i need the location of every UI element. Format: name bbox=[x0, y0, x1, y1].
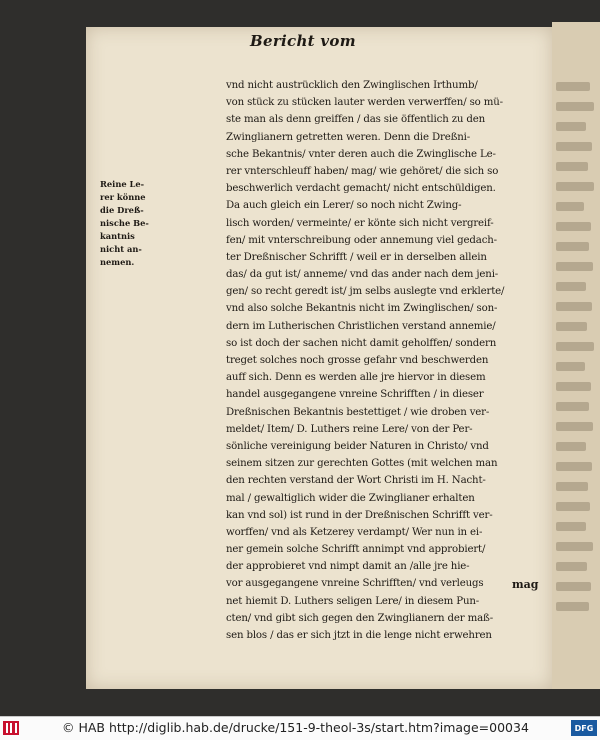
text-line: ter Dreßnischer Schrifft / weil er in derselben allein bbox=[226, 251, 487, 263]
text-line: cten/ vnd gibt sich gegen den Zwinglianern der maß- bbox=[226, 612, 493, 624]
text-line: sen blos / das er sich jtzt in die lenge nicht erwehren bbox=[226, 630, 492, 641]
text-line: sche Bekantnis/ vnter deren auch die Zwinglische Le- bbox=[226, 148, 496, 160]
marginal-note-line: nische Be- bbox=[100, 218, 149, 228]
text-line: Da auch gleich ein Lerer/ so noch nicht Zwing- bbox=[226, 200, 462, 212]
text-line: vor ausgegangene vnreine Schrifften/ vnd verleugs bbox=[226, 578, 484, 590]
text-line: dern im Lutherischen Christlichen verstand annemie/ bbox=[226, 320, 496, 332]
hab-logo-icon bbox=[3, 721, 19, 735]
text-line: treget solches noch grosse gefahr vnd beschwerden bbox=[226, 355, 489, 366]
text-line: den rechten verstand der Wort Christi im H. Nacht- bbox=[226, 475, 486, 487]
marginal-note-line: nemen. bbox=[100, 257, 135, 267]
footer-copyright-link[interactable]: © HAB http://diglib.hab.de/drucke/151-9-theol-3s/start.htm?image=00034 bbox=[62, 720, 529, 735]
text-line: Dreßnischen Bekantnis bestettiget / wie droben ver- bbox=[226, 406, 490, 418]
text-line: kan vnd sol) ist rund in der Dreßnischen Schrifft ver- bbox=[226, 509, 493, 521]
text-line: vnd also solche Bekantnis nicht im Zwinglischen/ son- bbox=[226, 303, 498, 315]
text-line: rer vnterschleuff haben/ mag/ wie gehöret/ die sich so bbox=[226, 165, 499, 177]
text-line: gen/ so recht geredt ist/ jm selbs auslegte vnd erklerte/ bbox=[226, 286, 505, 298]
text-line: vnd nicht austrücklich den Zwinglischen Irthumb/ bbox=[226, 80, 478, 91]
dfg-logo: DFG bbox=[571, 720, 597, 736]
text-line: handel ausgegangene vnreine Schrifften / in dieser bbox=[226, 389, 484, 401]
marginal-note bbox=[100, 178, 188, 269]
running-header: Bericht vom bbox=[250, 32, 356, 50]
text-line: ste man als denn greiffen / das sie öffentlich zu den bbox=[226, 114, 486, 126]
footer-bar bbox=[0, 716, 600, 740]
text-line: net hiemit D. Luthers seligen Lere/ in diesem Pun- bbox=[226, 595, 480, 607]
text-line: von stück zu stücken lauter werden verwerffen/ so mü- bbox=[226, 97, 503, 109]
text-line: lisch worden/ vermeinte/ er könte sich nicht vergreif- bbox=[226, 217, 494, 229]
text-line: worffen/ vnd als Ketzerey verdampt/ Wer nun in ei- bbox=[226, 526, 483, 538]
marginal-note-line: Reine Le- bbox=[100, 179, 145, 189]
marginal-note-line: rer könne bbox=[100, 192, 146, 202]
text-line: das/ da gut ist/ anneme/ vnd das ander nach dem jeni- bbox=[226, 269, 499, 281]
facing-page-edge bbox=[552, 22, 600, 689]
text-line: Zwinglianern getretten weren. Denn die Dreßni- bbox=[226, 131, 471, 143]
text-line: so ist doch der sachen nicht damit geholffen/ sondern bbox=[226, 337, 497, 349]
text-line: ner gemein solche Schrifft annimpt vnd approbiert/ bbox=[226, 544, 486, 556]
catchword: mag bbox=[512, 578, 539, 591]
body-text bbox=[226, 77, 548, 644]
marginal-note-line: nicht an- bbox=[100, 244, 142, 254]
marginal-note-line: die Dreß- bbox=[100, 205, 144, 215]
text-line: fen/ mit vnterschreibung oder annemung viel gedach- bbox=[226, 234, 497, 246]
text-line: beschwerlich verdacht gemacht/ nicht entschüldigen. bbox=[226, 183, 496, 195]
text-line: meldet/ Item/ D. Luthers reine Lere/ von der Per- bbox=[226, 423, 473, 435]
text-line: seinem sitzen zur gerechten Gottes (mit welchen man bbox=[226, 458, 498, 470]
text-line: der approbieret vnd nimpt damit an /alle jre hie- bbox=[226, 561, 470, 573]
text-line: auff sich. Denn es werden alle jre hiervor in diesem bbox=[226, 372, 486, 384]
text-line: sönliche vereinigung beider Naturen in Christo/ vnd bbox=[226, 440, 489, 452]
text-line: mal / gewaltiglich wider die Zwinglianer erhalten bbox=[226, 492, 475, 504]
marginal-note-line: kantnis bbox=[100, 231, 135, 241]
